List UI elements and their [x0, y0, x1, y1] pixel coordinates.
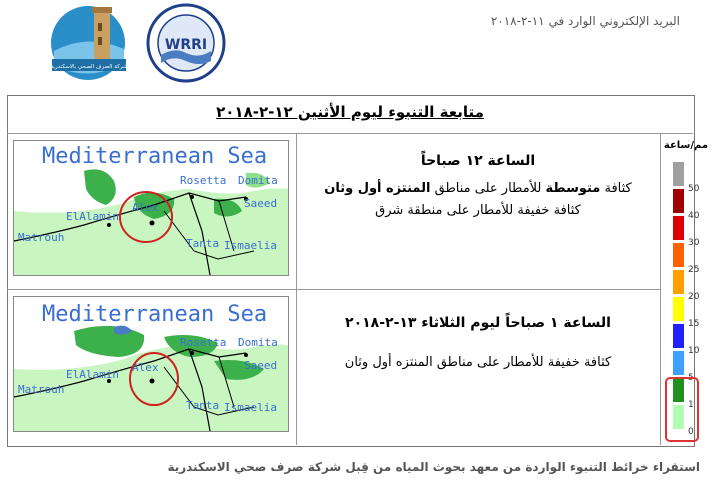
legend-swatch — [673, 297, 684, 321]
legend-swatch — [673, 189, 684, 213]
place-label: ElAlamin — [66, 368, 119, 381]
place-label: Ismaelia — [224, 239, 277, 252]
place-label: Ismaelia — [224, 401, 277, 414]
legend-value-label: 50 — [688, 184, 700, 194]
legend-value-label: 40 — [688, 211, 700, 221]
legend-value-label: 0 — [688, 427, 694, 437]
place-label: Saeed — [244, 197, 278, 210]
legend-swatch — [673, 243, 684, 267]
text-segment: للأمطار على مناطق — [430, 181, 546, 196]
forecast-line-medium — [300, 178, 656, 200]
forecast-text-12am — [300, 150, 656, 222]
forecast-time-heading: الساعة ١ صباحاً ليوم الثلاثاء ١٣-٢-٢٠١٨ — [345, 315, 611, 331]
forecast-map-1am — [13, 296, 289, 432]
forecast-line-light: كثافة خفيفة للأمطار على منطقة شرق — [375, 203, 581, 218]
legend-value-label: 20 — [688, 292, 700, 302]
logo-caption: شركة الصرف الصحي بالاسكندرية — [50, 64, 128, 70]
place-label: Rosetta — [180, 336, 227, 349]
legend-value-label: 10 — [688, 346, 700, 356]
forecast-time-heading: الساعة ١٢ صباحاً — [420, 153, 536, 169]
legend-value-label: 30 — [688, 238, 700, 248]
place-label: Alex — [132, 201, 159, 214]
area-montaza: المنتزه أول وثان — [324, 181, 431, 196]
legend-swatch — [673, 162, 684, 186]
place-label: Rosetta — [180, 174, 227, 187]
legend-highlight-box — [665, 377, 699, 442]
text-segment: كثافة — [600, 181, 632, 196]
place-label: Matrouh — [18, 231, 65, 244]
place-label: Domita — [238, 174, 278, 187]
legend-value-label: 1 — [688, 400, 694, 410]
place-label: Saeed — [244, 359, 278, 372]
intensity-medium: متوسطة — [545, 181, 601, 196]
wrri-logo — [145, 3, 227, 83]
sanitation-company-logo — [48, 3, 130, 83]
place-label: Domita — [238, 336, 278, 349]
forecast-line-light: كثافة خفيفة للأمطار على مناطق المنتزه أول وثان — [344, 355, 612, 370]
legend-value-label: 15 — [688, 319, 700, 329]
sea-label: Mediterranean Sea — [42, 302, 268, 327]
place-label: Alex — [132, 361, 159, 374]
place-label: Tanta — [186, 237, 220, 250]
place-label: Tanta — [186, 399, 220, 412]
legend-unit-label: مم/ساعة — [663, 140, 709, 151]
legend-swatch — [673, 324, 684, 348]
row-divider — [7, 289, 660, 290]
logo-wrri-text: WRRI — [164, 37, 208, 53]
forecast-map-12am — [13, 140, 289, 276]
legend-swatch — [673, 351, 684, 375]
place-label: ElAlamin — [66, 210, 119, 223]
forecast-text-1am — [300, 312, 656, 374]
place-label: Matrouh — [18, 383, 65, 396]
column-divider — [660, 133, 661, 445]
legend-value-label: 25 — [688, 265, 700, 275]
sea-label: Mediterranean Sea — [42, 144, 268, 169]
table-title: متابعة التنبوء ليوم الأثنين ١٢-٢-٢٠١٨ — [216, 103, 484, 121]
legend-swatch — [673, 270, 684, 294]
legend-swatch — [673, 216, 684, 240]
legend-value-label: 5 — [688, 373, 694, 383]
footer-caption: استقراء خرائط التنبوء الواردة من معهد بحوث المياه من قِبل شركة صرف صحي الاسكندرية — [167, 460, 700, 474]
email-date-line: البريد الإلكتروني الوارد في ١١-٢-٢٠١٨ — [490, 14, 680, 28]
